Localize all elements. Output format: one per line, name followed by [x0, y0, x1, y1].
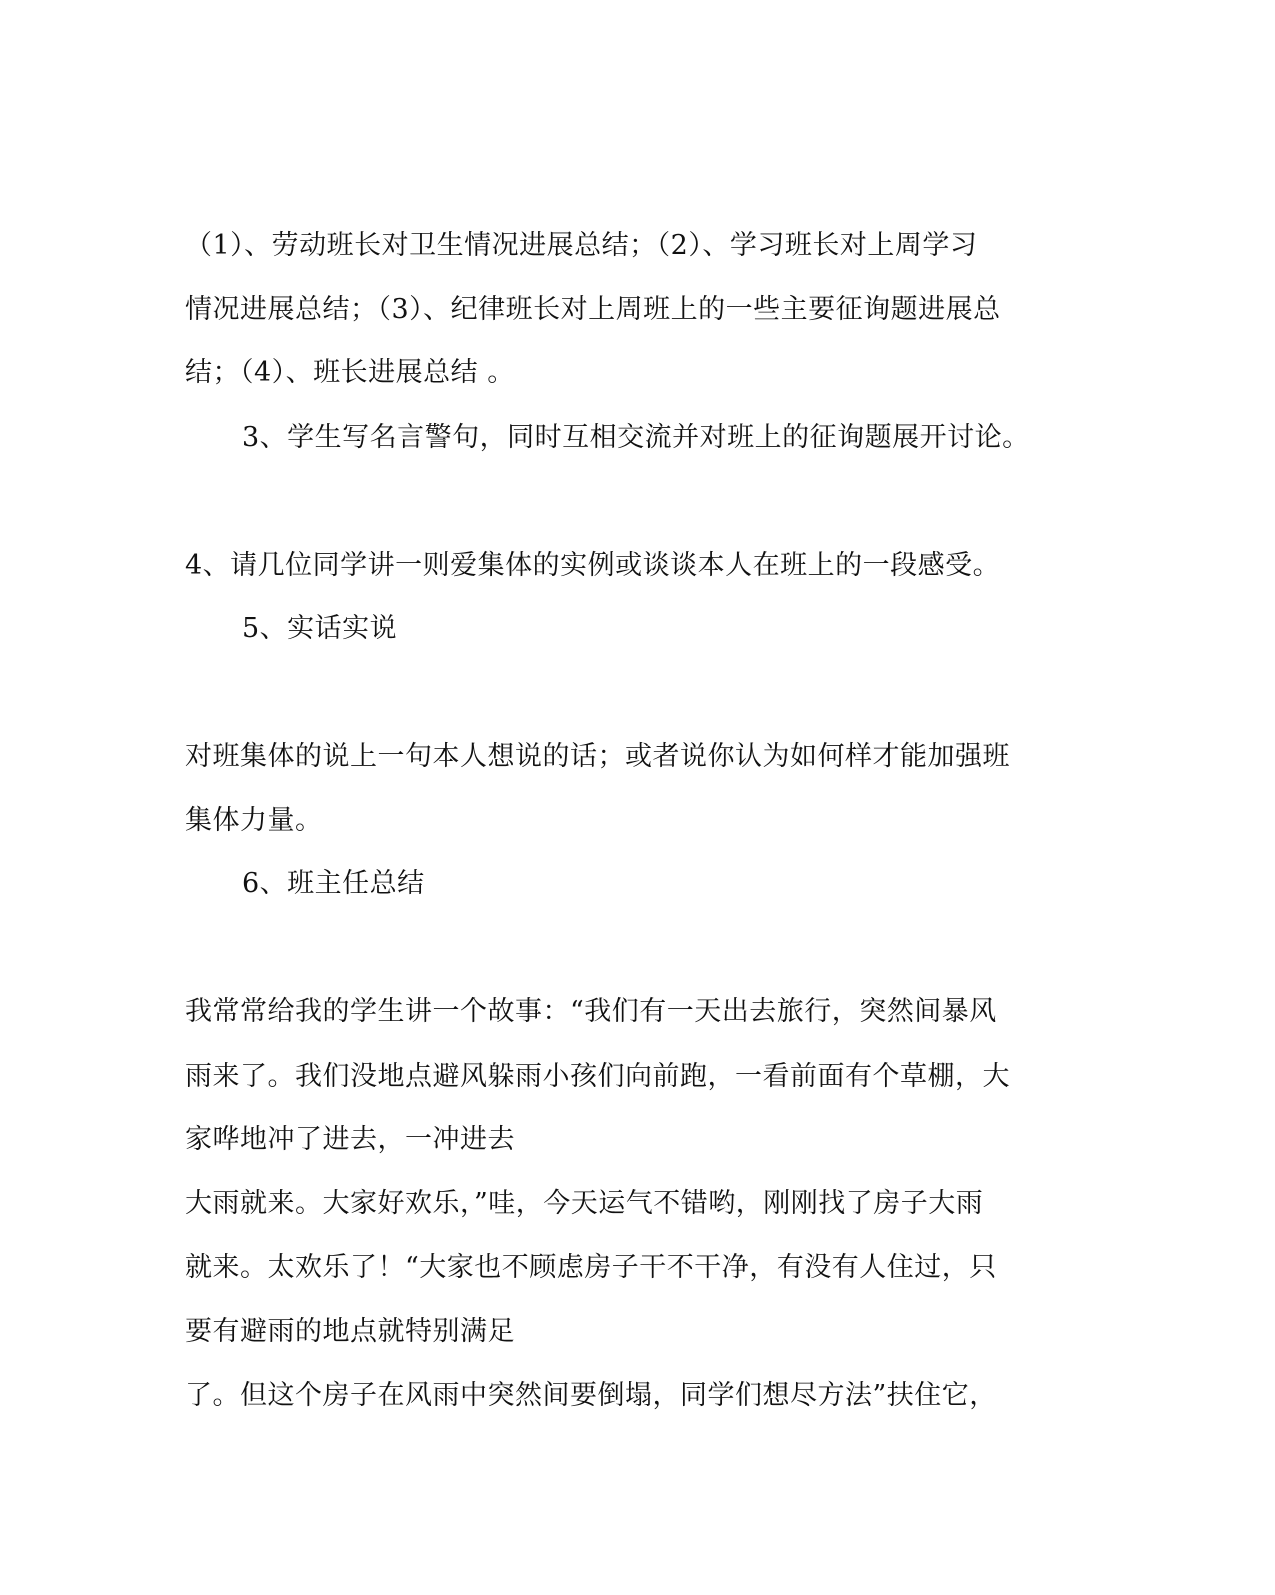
text-line: 了。但这个房子在风雨中突然间要倒塌，同学们想尽方法”扶住它，: [185, 1380, 997, 1411]
text-line: 情况进展总结；（3）、纪律班长对上周班上的一些主要征询题进展总: [185, 294, 1001, 325]
text-line: （1）、劳动班长对卫生情况进展总结；（2）、学习班长对上周学习: [185, 230, 978, 261]
text-line: 6、班主任总结: [242, 868, 425, 899]
text-line: 集体力量。: [185, 805, 323, 836]
text-line: 5、实话实说: [242, 613, 398, 644]
text-line: 对班集体的说上一句本人想说的话；或者说你认为如何样才能加强班: [185, 741, 1010, 772]
text-line: 3、学生写名言警句，同时互相交流并对班上的征询题展开讨论。: [242, 422, 1030, 453]
text-line: 大雨就来。大家好欢乐，”哇，今天运气不错哟，刚刚找了房子大雨: [185, 1188, 984, 1219]
text-line: 4、请几位同学讲一则爱集体的实例或谈谈本人在班上的一段感受。: [185, 550, 1001, 581]
text-line: 家哗地冲了进去，一冲进去: [185, 1124, 515, 1155]
text-line: 要有避雨的地点就特别满足: [185, 1316, 515, 1347]
text-line: 雨来了。我们没地点避风躲雨小孩们向前跑，一看前面有个草棚，大: [185, 1061, 1010, 1092]
text-line: 就来。太欢乐了！“大家也不顾虑房子干不干净，有没有人住过，只: [185, 1252, 997, 1283]
text-line: 结；（4）、班长进展总结 。: [185, 357, 515, 388]
text-line: 我常常给我的学生讲一个故事：“我们有一天出去旅行，突然间暴风: [185, 996, 997, 1027]
